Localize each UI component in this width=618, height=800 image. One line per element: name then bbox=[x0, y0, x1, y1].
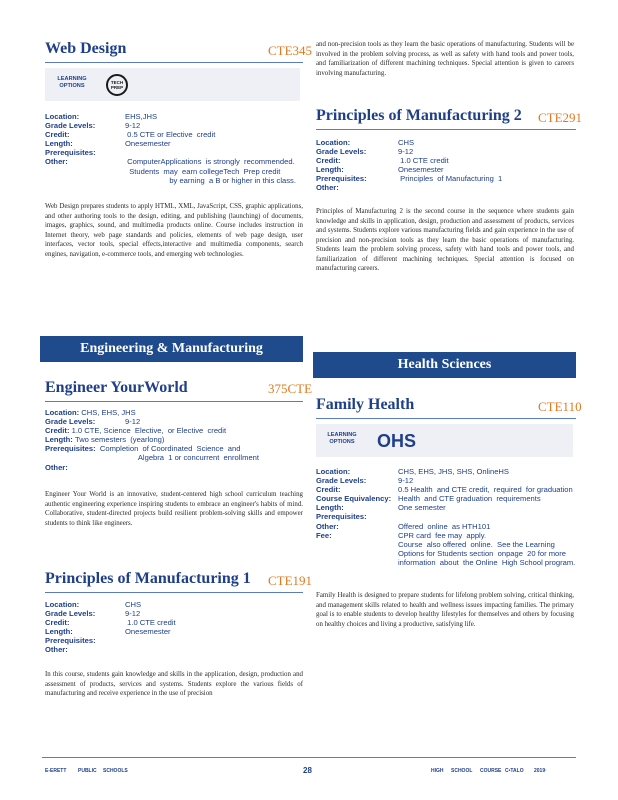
course-title-manufacturing-2: Principles of Manufacturing 2 bbox=[316, 107, 522, 124]
info-label: Fee: bbox=[316, 530, 332, 540]
course-code-web-design: CTE345 bbox=[268, 43, 313, 58]
info-value: ComputerApplications is strongly recommended. Students may earn collegeTech Prep credit by earning a B or higher in this class. bbox=[127, 157, 296, 185]
info-value: 9-12 bbox=[125, 121, 141, 131]
info-row bbox=[316, 174, 578, 183]
course-description-continued: and non-precision tools as they learn the basic operations of manufacturing. Students will be involved in the problem solving process, as well as safety with hand tools and power tools, and familiarization of different machining techniques. Special attention is given to careers involving manufacturing. bbox=[316, 41, 574, 77]
info-value: One semester bbox=[398, 503, 446, 513]
info-label: Location: bbox=[45, 112, 80, 121]
info-value: 0.5 CTE or Elective credit bbox=[125, 130, 216, 140]
info-row bbox=[45, 121, 305, 130]
course-info-family-health bbox=[316, 467, 578, 567]
course-info-engineer-your-world bbox=[45, 408, 305, 472]
info-label: Credit: bbox=[316, 156, 341, 166]
footer-right-5: 2019· bbox=[534, 768, 547, 774]
info-value: Onesemester bbox=[125, 627, 171, 637]
info-value: CPR card fee may apply. Course also offered online. See the Learning Options for Students section onpage 20 for more information about the Online High School program. bbox=[398, 530, 576, 567]
learning-options-label: LEARNING OPTIONS bbox=[327, 432, 357, 445]
info-value: 9-12 bbox=[125, 417, 141, 427]
info-row bbox=[45, 112, 305, 121]
info-label: Credit: bbox=[45, 426, 70, 436]
title-rule bbox=[45, 62, 303, 63]
info-value: CHS, EHS, JHS bbox=[79, 408, 136, 417]
section-banner-engineering: Engineering & Manufacturing bbox=[40, 336, 303, 362]
info-label: Grade Levels: bbox=[45, 609, 96, 619]
info-label: Other: bbox=[45, 645, 68, 655]
info-row bbox=[45, 435, 305, 444]
footer-left-2: PUBLIC bbox=[78, 768, 97, 774]
info-value: CHS bbox=[398, 138, 415, 147]
info-label: Length: bbox=[45, 627, 73, 637]
info-label: Location: bbox=[316, 138, 351, 147]
course-code-engineer-your-world: 375CTE bbox=[268, 381, 313, 396]
course-code-manufacturing-1: CTE191 bbox=[268, 573, 313, 588]
course-code-manufacturing-2: CTE291 bbox=[538, 110, 583, 125]
info-row bbox=[45, 600, 305, 609]
info-label: Prerequisites: bbox=[316, 512, 367, 522]
info-label: Prerequisites: bbox=[45, 148, 96, 158]
course-description-family-health: Family Health is designed to prepare students for lifelong problem solving, critical thinking, and management skills related to health and wellness issues impacting families. The primary goal is to enable students to develop healthy lifestyles for themselves and others by focusing on healthy choices and living a productive, satisfying life. bbox=[316, 592, 574, 628]
title-rule bbox=[316, 418, 576, 419]
info-label: Length: bbox=[45, 435, 73, 445]
info-value: Health and CTE graduation requirements bbox=[398, 494, 541, 504]
info-label: Other: bbox=[45, 462, 68, 472]
info-label: Other: bbox=[316, 183, 339, 193]
footer-left-1: E-ERETT bbox=[45, 768, 67, 774]
footer-right-4: C•TALO bbox=[505, 768, 524, 774]
info-label: Length: bbox=[316, 503, 344, 513]
footer-rule bbox=[42, 757, 576, 758]
course-title-manufacturing-1: Principles of Manufacturing 1 bbox=[45, 570, 251, 587]
info-label: Other: bbox=[316, 521, 339, 531]
info-value: Principles of Manufacturing 1 bbox=[398, 174, 503, 184]
info-row bbox=[316, 522, 578, 531]
info-label: Grade Levels: bbox=[316, 147, 367, 157]
info-label: Location: bbox=[45, 408, 80, 417]
info-label: Grade Levels: bbox=[45, 417, 96, 427]
info-value: 0.5 Health and CTE credit, required for graduation bbox=[398, 485, 573, 495]
info-row bbox=[316, 467, 578, 476]
title-rule bbox=[316, 129, 576, 130]
info-row bbox=[45, 636, 305, 645]
info-row bbox=[316, 503, 578, 512]
info-row bbox=[45, 463, 305, 472]
title-rule bbox=[45, 401, 303, 402]
course-info-web-design bbox=[45, 112, 305, 185]
info-row bbox=[45, 148, 305, 157]
info-label: Credit: bbox=[45, 130, 70, 140]
course-description-web-design: Web Design prepares students to apply HTML, XML, JavaScript, CSS, graphic applications, and other authoring tools to the design, editing, and publishing (launching) of documents, images, graphics, sound, and multimedia products online. Course includes instruction in Internet theory, web page standards and policies, elements of web page design, user interfaces, vector tools, special effects,interactive and multimedia components, search engines, navigation, e-commerce tools, and emerging web technologies. bbox=[45, 203, 303, 258]
info-row bbox=[45, 444, 305, 462]
info-label: Prerequisites: bbox=[316, 174, 367, 184]
info-value: EHS,JHS bbox=[125, 112, 158, 121]
tech-prep-logo: TECH PREP bbox=[106, 74, 128, 96]
info-value: 9-12 bbox=[398, 147, 414, 157]
info-label: Length: bbox=[45, 139, 73, 149]
course-info-manufacturing-1 bbox=[45, 600, 305, 655]
info-row bbox=[45, 417, 305, 426]
course-code-family-health: CTE110 bbox=[538, 399, 582, 414]
footer-left-3: SCHOOLS bbox=[103, 768, 128, 774]
info-label: Location: bbox=[316, 467, 351, 476]
course-title-family-health: Family Health bbox=[316, 396, 415, 413]
info-row bbox=[45, 157, 305, 184]
course-info-manufacturing-2 bbox=[316, 138, 578, 193]
info-value: Completion of Coordinated Science and Algebra 1 or concurrent enrollment bbox=[99, 444, 259, 463]
info-row bbox=[316, 165, 578, 174]
info-label: Prerequisites: bbox=[45, 636, 96, 646]
info-row bbox=[45, 426, 305, 435]
info-label: Other: bbox=[45, 157, 68, 167]
info-label: Credit: bbox=[45, 618, 70, 628]
info-value: 1.0 CTE, Science Elective, or Elective credit bbox=[69, 426, 227, 436]
course-title-web-design: Web Design bbox=[45, 40, 127, 57]
info-row bbox=[316, 494, 578, 503]
page-number: 28 bbox=[303, 766, 312, 775]
info-value: Two semesters (yearlong) bbox=[72, 435, 165, 445]
info-row bbox=[45, 609, 305, 618]
info-label: Location: bbox=[45, 600, 80, 609]
info-value: Offered online as HTH101 bbox=[398, 521, 491, 531]
footer-right-3: COURSE bbox=[480, 768, 502, 774]
info-label: Grade Levels: bbox=[316, 476, 367, 486]
info-value: Onesemester bbox=[125, 139, 171, 149]
info-label: Credit: bbox=[316, 485, 341, 495]
info-value: 1.0 CTE credit bbox=[398, 156, 449, 166]
info-label: Length: bbox=[316, 165, 344, 175]
info-value: 9-12 bbox=[125, 609, 141, 619]
info-row bbox=[45, 408, 305, 417]
info-value: CHS bbox=[125, 600, 142, 609]
info-value: Onesemester bbox=[398, 165, 444, 175]
info-row bbox=[45, 130, 305, 139]
learning-options-label: LEARNING OPTIONS bbox=[57, 76, 87, 89]
info-row bbox=[45, 139, 305, 148]
info-row bbox=[316, 485, 578, 494]
course-title-engineer-your-world: Engineer YourWorld bbox=[45, 379, 188, 396]
footer-right-2: SCHOOL bbox=[451, 768, 473, 774]
course-description-manufacturing-2: Principles of Manufacturing 2 is the second course in the sequence where students gain knowledge and skills in application, design, production and assessment of products, services and systems. Students explore various manufacturing fields and gain experience in the use of precision and non-precision tools as they learn the basic operations of manufacturing. Students learn the problem solving process, safety with hand tools and power tools, and familiarization of different machining techniques. Special attention is focused on manufacturing careers. bbox=[316, 208, 574, 272]
title-rule bbox=[45, 592, 303, 593]
footer-right-1: HIGH bbox=[431, 768, 444, 774]
info-row bbox=[316, 183, 578, 192]
info-value: CHS, EHS, JHS, SHS, OnlineHS bbox=[398, 467, 509, 476]
info-label: Grade Levels: bbox=[45, 121, 96, 131]
info-value: 1.0 CTE credit bbox=[125, 618, 176, 628]
online-high-school-logo: OHS bbox=[377, 431, 417, 451]
info-label: Course Equivalency: bbox=[316, 494, 392, 504]
info-label: Prerequisites: bbox=[45, 444, 96, 454]
course-description-manufacturing-1: In this course, students gain knowledge and skills in the application, design, production and assessment of products, services and systems. Students explore the various fields of manufacturing and receive experience in the use of precision bbox=[45, 671, 303, 697]
section-banner-health-sciences: Health Sciences bbox=[313, 352, 576, 378]
info-row bbox=[45, 627, 305, 636]
info-row bbox=[45, 618, 305, 627]
info-row bbox=[316, 531, 578, 567]
info-row bbox=[316, 156, 578, 165]
info-row bbox=[316, 512, 578, 521]
course-description-engineer-your-world: Engineer Your World is an innovative, student-centered high school curriculum teaching authentic engineering experience inspiring students to embrace an engineer's habits of mind. Collaborative, student-directed projects build resilient problem-solving skills and empower students to think like engineers. bbox=[45, 491, 303, 527]
info-row bbox=[316, 147, 578, 156]
info-row bbox=[316, 138, 578, 147]
info-value: 9-12 bbox=[398, 476, 414, 486]
info-row bbox=[45, 645, 305, 654]
info-row bbox=[316, 476, 578, 485]
